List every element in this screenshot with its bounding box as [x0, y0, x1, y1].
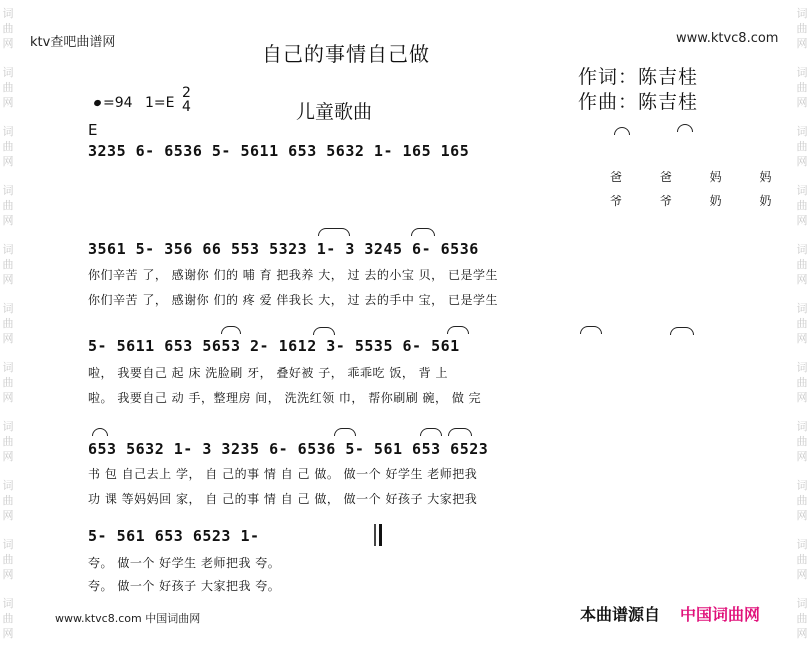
- watermark-char: 词: [796, 538, 808, 551]
- composer-credit: 作曲：陈吉桂: [578, 91, 699, 113]
- watermark-char: 词: [2, 538, 14, 551]
- lyrics-line-1-verse-2: 爷 爷 奶 奶: [610, 194, 789, 208]
- watermark-char: 曲: [2, 317, 14, 330]
- site-name-top-left: ktv查吧曲谱网: [30, 35, 116, 50]
- watermark-char: 词: [2, 597, 14, 610]
- watermark-char: 网: [2, 391, 14, 404]
- watermark-char: 曲: [2, 22, 14, 35]
- watermark-char: 网: [2, 37, 14, 50]
- slur-mark: [677, 124, 693, 132]
- watermark-char: 曲: [2, 612, 14, 625]
- notation-line-4: 653 5632 1- 3 3235 6- 6536 5- 561 653 6523: [88, 440, 489, 458]
- slur-mark: [334, 428, 356, 436]
- lyrics-line-4-verse-2: 功 课 等妈妈回 家， 自 己的事 情 自 己 做， 做一个 好孩子 大家把我: [88, 492, 478, 506]
- watermark-block: [0, 360, 16, 405]
- watermark-char: 曲: [796, 199, 808, 212]
- watermark-char: 网: [796, 214, 808, 227]
- watermark-char: 网: [2, 450, 14, 463]
- watermark-char: 网: [796, 332, 808, 345]
- watermark-char: 词: [796, 184, 808, 197]
- watermark-char: 词: [796, 479, 808, 492]
- slur-mark: [92, 428, 108, 436]
- watermark-char: 词: [796, 420, 808, 433]
- footer-brand-name[interactable]: 中国词曲网: [680, 605, 761, 624]
- footer-source-text: 本曲谱源自: [580, 605, 661, 624]
- song-title: 自己的事情自己做: [262, 42, 430, 66]
- watermark-block: [794, 242, 810, 287]
- watermark-block: [0, 242, 16, 287]
- watermark-char: 词: [2, 420, 14, 433]
- slur-mark: [411, 228, 435, 236]
- lyrics-line-2-verse-1: 你们辛苦 了， 感谢你 们的 哺 育 把我养 大， 过 去的小宝 贝， 已是学生: [88, 268, 498, 282]
- watermark-char: 网: [2, 568, 14, 581]
- watermark-block: [0, 478, 16, 523]
- notation-line-5: 5- 561 653 6523 1-: [88, 527, 260, 545]
- watermark-char: 词: [2, 361, 14, 374]
- watermark-block: [0, 537, 16, 582]
- watermark-char: 曲: [796, 553, 808, 566]
- watermark-char: 词: [2, 479, 14, 492]
- watermark-block: [0, 183, 16, 228]
- watermark-block: [794, 6, 810, 51]
- watermark-char: 网: [2, 273, 14, 286]
- watermark-char: 曲: [2, 199, 14, 212]
- watermark-block: [794, 183, 810, 228]
- watermark-char: 曲: [2, 81, 14, 94]
- watermark-block: [794, 478, 810, 523]
- watermark-char: 词: [2, 243, 14, 256]
- watermark-block: [794, 360, 810, 405]
- watermark-char: 曲: [796, 140, 808, 153]
- watermark-char: 词: [2, 66, 14, 79]
- watermark-char: 曲: [796, 317, 808, 330]
- lyrics-line-5-verse-1: 夸。 做一个 好学生 老师把我 夸。: [88, 556, 281, 570]
- watermark-char: 网: [796, 627, 808, 640]
- time-signature-top: 2: [182, 85, 191, 101]
- watermark-char: 词: [796, 243, 808, 256]
- watermark-char: 网: [796, 568, 808, 581]
- watermark-char: 曲: [2, 553, 14, 566]
- watermark-char: 网: [796, 273, 808, 286]
- lyrics-line-3-verse-1: 啦， 我要自己 起 床 洗脸刷 牙， 叠好被 子， 乖乖吃 饭， 背 上: [88, 366, 448, 380]
- watermark-char: 词: [2, 302, 14, 315]
- key-signature: 1=E: [145, 95, 175, 111]
- slur-mark: [447, 326, 469, 334]
- lyrics-line-5-verse-2: 夸。 做一个 好孩子 大家把我 夸。: [88, 579, 281, 593]
- watermark-block: [794, 596, 810, 641]
- watermark-char: 网: [2, 332, 14, 345]
- watermark-char: 曲: [796, 494, 808, 507]
- final-barline: [374, 524, 376, 546]
- watermark-char: 曲: [2, 376, 14, 389]
- watermark-char: 网: [796, 155, 808, 168]
- watermark-char: 网: [2, 96, 14, 109]
- watermark-char: 网: [796, 96, 808, 109]
- watermark-char: 词: [796, 125, 808, 138]
- watermark-block: [794, 301, 810, 346]
- watermark-char: 曲: [796, 376, 808, 389]
- watermark-char: 曲: [2, 494, 14, 507]
- watermark-char: 词: [796, 302, 808, 315]
- time-signature-bottom: 4: [182, 99, 191, 115]
- watermark-char: 曲: [2, 140, 14, 153]
- lyricist-credit: 作词：陈吉桂: [578, 66, 699, 88]
- watermark-char: 词: [796, 66, 808, 79]
- time-signature: [182, 86, 191, 114]
- watermark-char: 网: [796, 509, 808, 522]
- watermark-char: 网: [2, 509, 14, 522]
- tempo-marking: [94, 95, 133, 111]
- watermark-block: [0, 419, 16, 464]
- watermark-char: 曲: [796, 435, 808, 448]
- slur-mark: [221, 326, 241, 334]
- watermark-char: 词: [796, 597, 808, 610]
- watermark-char: 网: [2, 214, 14, 227]
- lyrics-line-3-verse-2: 啦。 我要自己 动 手，整理房 间， 洗洗红领 巾， 帮你刷刷 碗， 做 完: [88, 391, 482, 405]
- watermark-block: [0, 124, 16, 169]
- genre-label: 儿童歌曲: [296, 101, 373, 123]
- right-watermark-strip: [794, 0, 810, 651]
- notation-line-3: 5- 5611 653 5653 2- 1612 3- 5535 6- 561: [88, 337, 460, 355]
- watermark-char: 词: [2, 125, 14, 138]
- slur-mark: [420, 428, 442, 436]
- slur-mark: [318, 228, 350, 236]
- watermark-char: 曲: [796, 81, 808, 94]
- quarter-note-icon: [93, 99, 102, 107]
- watermark-block: [794, 124, 810, 169]
- footer-source-credit: [580, 602, 760, 625]
- watermark-char: 曲: [796, 612, 808, 625]
- watermark-char: 词: [796, 7, 808, 20]
- slur-mark: [614, 127, 630, 135]
- watermark-block: [794, 537, 810, 582]
- watermark-block: [0, 65, 16, 110]
- slur-mark: [313, 327, 335, 335]
- watermark-char: 词: [2, 184, 14, 197]
- watermark-block: [794, 419, 810, 464]
- watermark-block: [0, 301, 16, 346]
- watermark-char: 曲: [796, 22, 808, 35]
- watermark-block: [0, 6, 16, 51]
- watermark-block: [794, 65, 810, 110]
- notation-line-1: 3235 6- 6536 5- 5611 653 5632 1- 165 165: [88, 142, 470, 160]
- slur-mark: [448, 428, 472, 436]
- watermark-char: 词: [2, 7, 14, 20]
- lyrics-line-2-verse-2: 你们辛苦 了， 感谢你 们的 疼 爱 伴我长 大， 过 去的手中 宝， 已是学生: [88, 293, 498, 307]
- watermark-char: 网: [796, 37, 808, 50]
- watermark-char: 网: [796, 391, 808, 404]
- watermark-char: 曲: [2, 258, 14, 271]
- watermark-char: 网: [2, 627, 14, 640]
- final-barline-thick: [379, 524, 382, 546]
- watermark-char: 网: [2, 155, 14, 168]
- watermark-block: [0, 596, 16, 641]
- watermark-char: 词: [796, 361, 808, 374]
- watermark-char: 曲: [2, 435, 14, 448]
- slur-mark: [670, 327, 694, 335]
- site-url-top-right: www.ktvc8.com: [676, 31, 779, 46]
- notation-line-2: 3561 5- 356 66 553 5323 1- 3 3245 6- 6536: [88, 240, 479, 258]
- watermark-char: 网: [796, 450, 808, 463]
- lyrics-line-4-verse-1: 书 包 自己去上 学， 自 己的事 情 自 己 做。 做一个 好学生 老师把我: [88, 467, 478, 481]
- left-watermark-strip: [0, 0, 16, 651]
- slur-mark: [580, 326, 602, 334]
- watermark-char: 曲: [796, 258, 808, 271]
- tempo-value: =94: [103, 95, 133, 111]
- footer-site-link[interactable]: www.ktvc8.com 中国词曲网: [55, 612, 201, 625]
- lyrics-line-1-verse-1: 爸 爸 妈 妈: [610, 170, 789, 184]
- chord-label: E: [88, 121, 98, 139]
